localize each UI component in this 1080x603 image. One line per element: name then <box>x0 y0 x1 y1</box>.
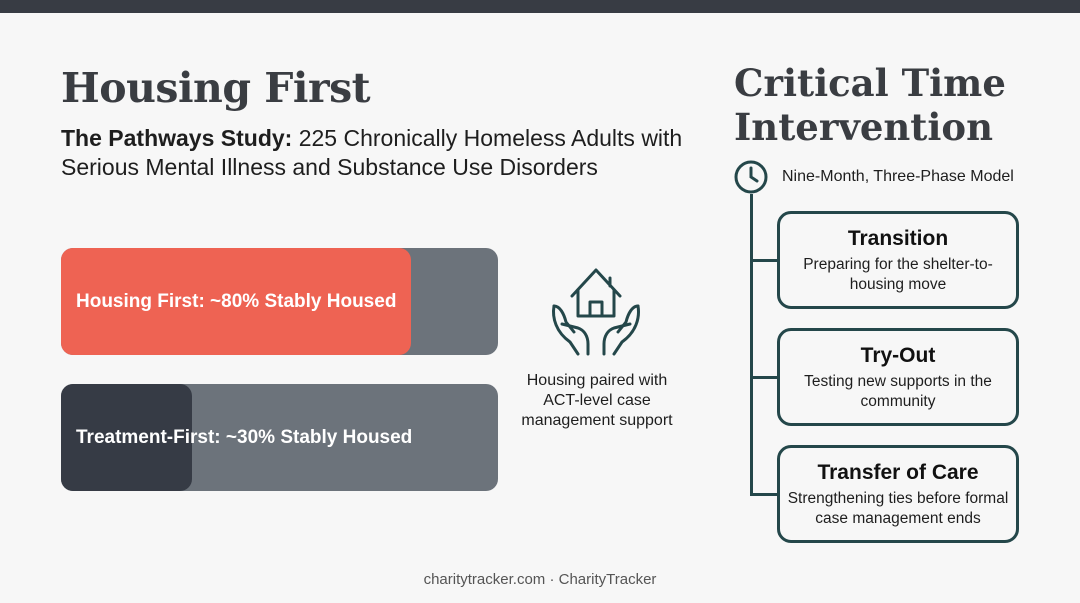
timeline-connector <box>750 493 779 496</box>
clock-icon <box>733 159 769 195</box>
slide-subtitle <box>61 124 701 182</box>
phase-card-try-out <box>777 328 1019 426</box>
phase-description: Strengthening ties before formal case management ends <box>787 490 1009 527</box>
footer-source: charitytracker.com · CharityTracker <box>423 571 657 588</box>
cti-title-line-2: Intervention <box>734 105 993 149</box>
phase-description: Testing new supports in the community <box>804 373 992 410</box>
phase-title: Transfer of Care <box>817 461 979 484</box>
slide-title: Housing First <box>61 64 371 112</box>
cti-title <box>734 61 1006 149</box>
cti-title-line-1: Critical Time <box>734 61 1006 105</box>
house-in-hands-icon <box>548 262 644 358</box>
timeline-line <box>750 194 753 496</box>
phase-card-transition <box>777 211 1019 309</box>
phase-description: Preparing for the shelter-to-housing move <box>803 256 993 293</box>
treatment-first-bar-label: Treatment-First: ~30% Stably Housed <box>76 426 413 448</box>
phase-title: Try-Out <box>860 344 936 367</box>
support-caption: Housing paired with ACT-level case management support <box>521 372 673 429</box>
subtitle-description: 225 Chronically Homeless Adults with Serious Mental Illness and Substance Use Disorders <box>61 125 683 180</box>
phase-title: Transition <box>847 227 949 250</box>
housing-first-bar <box>61 248 498 355</box>
housing-first-bar-label: Housing First: ~80% Stably Housed <box>76 290 397 312</box>
timeline-connector <box>750 259 779 262</box>
model-label: Nine-Month, Three-Phase Model <box>782 168 1014 185</box>
phase-card-transfer-of-care <box>777 445 1019 543</box>
subtitle-study-name: The Pathways Study: <box>61 125 293 151</box>
treatment-first-bar <box>61 384 498 491</box>
timeline-connector <box>750 376 779 379</box>
top-bar <box>0 0 1080 13</box>
